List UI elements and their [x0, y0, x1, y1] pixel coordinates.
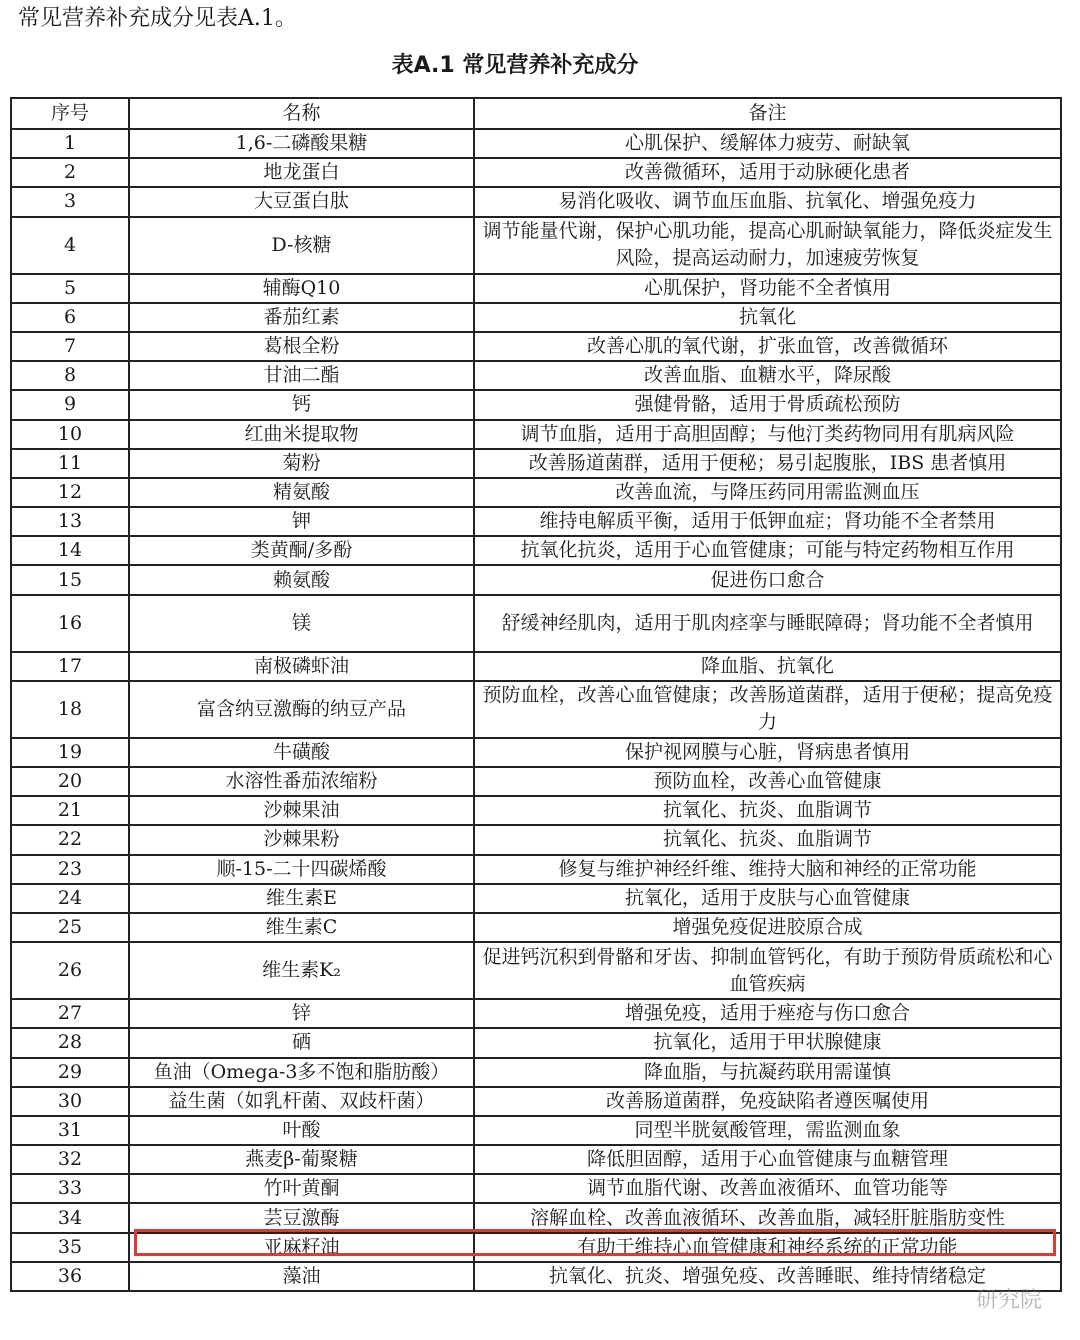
watermark: 研究院: [975, 1288, 1042, 1313]
cell-name: 硒: [129, 1028, 474, 1057]
header-index: 序号: [11, 98, 129, 129]
cell-index: 23: [11, 855, 129, 884]
cell-note: 修复与维护神经纤维、维持大脑和神经的正常功能: [474, 855, 1061, 884]
cell-note: 改善血脂、血糖水平，降尿酸: [474, 361, 1061, 390]
cell-note: 抗氧化，适用于皮肤与心血管健康: [474, 884, 1061, 913]
table-row: [11, 1174, 1061, 1203]
table-row: [11, 796, 1061, 825]
cell-index: 10: [11, 420, 129, 449]
table-row: [11, 1145, 1061, 1174]
table-row: [11, 1203, 1061, 1232]
cell-index: 35: [11, 1233, 129, 1262]
cell-name: 大豆蛋白肽: [129, 187, 474, 216]
cell-name: 竹叶黄酮: [129, 1174, 474, 1203]
cell-note: 改善肠道菌群，免疫缺陷者遵医嘱使用: [474, 1087, 1061, 1116]
table-row: [11, 536, 1061, 565]
cell-name: 芸豆激酶: [129, 1203, 474, 1232]
table-row: [11, 217, 1061, 274]
table-header-row: [11, 98, 1061, 129]
cell-index: 27: [11, 999, 129, 1028]
cell-note: 预防血栓，改善心血管健康；改善肠道菌群，适用于便秘；提高免疫力: [474, 681, 1061, 738]
cell-note: 抗氧化，适用于甲状腺健康: [474, 1028, 1061, 1057]
table-row: [11, 129, 1061, 158]
cell-note: 心肌保护、缓解体力疲劳、耐缺氧: [474, 129, 1061, 158]
cell-name: 葛根全粉: [129, 332, 474, 361]
cell-name: 维生素C: [129, 913, 474, 942]
table-row: [11, 274, 1061, 303]
nutrient-table: [10, 97, 1062, 1292]
cell-index: 8: [11, 361, 129, 390]
cell-index: 25: [11, 913, 129, 942]
cell-index: 5: [11, 274, 129, 303]
table-caption: 表A.1 常见营养补充成分: [391, 53, 639, 78]
table-row: [11, 1116, 1061, 1145]
cell-name: 辅酶Q10: [129, 274, 474, 303]
table-row: [11, 681, 1061, 738]
cell-name: 顺-15-二十四碳烯酸: [129, 855, 474, 884]
cell-note: 调节能量代谢，保护心肌功能，提高心肌耐缺氧能力，降低炎症发生风险，提高运动耐力，加速疲劳恢复: [474, 217, 1061, 274]
cell-name: 富含纳豆激酶的纳豆产品: [129, 681, 474, 738]
cell-name: 亚麻籽油: [129, 1233, 474, 1262]
cell-name: 鱼油（Omega-3多不饱和脂肪酸）: [129, 1058, 474, 1087]
table-row: [11, 361, 1061, 390]
cell-name: 1,6-二磷酸果糖: [129, 129, 474, 158]
table-row: [11, 1233, 1061, 1262]
cell-index: 2: [11, 158, 129, 187]
cell-index: 31: [11, 1116, 129, 1145]
cell-note: 降血脂，与抗凝药联用需谨慎: [474, 1058, 1061, 1087]
cell-index: 20: [11, 767, 129, 796]
cell-note: 抗氧化: [474, 303, 1061, 332]
table-row: [11, 652, 1061, 681]
cell-name: 叶酸: [129, 1116, 474, 1145]
cell-index: 22: [11, 825, 129, 854]
cell-note: 降低胆固醇，适用于心血管健康与血糖管理: [474, 1145, 1061, 1174]
cell-index: 11: [11, 449, 129, 478]
cell-name: 藻油: [129, 1262, 474, 1291]
table-row: [11, 767, 1061, 796]
cell-name: 番茄红素: [129, 303, 474, 332]
cell-note: 改善血流，与降压药同用需监测血压: [474, 478, 1061, 507]
cell-name: 燕麦β-葡聚糖: [129, 1145, 474, 1174]
cell-name: 菊粉: [129, 449, 474, 478]
cell-index: 33: [11, 1174, 129, 1203]
cell-note: 促进伤口愈合: [474, 565, 1061, 594]
table-row: [11, 855, 1061, 884]
cell-note: 维持电解质平衡，适用于低钾血症；肾功能不全者禁用: [474, 507, 1061, 536]
cell-note: 改善心肌的氧代谢，扩张血管，改善微循环: [474, 332, 1061, 361]
cell-index: 26: [11, 942, 129, 999]
table-row: [11, 187, 1061, 216]
cell-name: 沙棘果油: [129, 796, 474, 825]
table-row: [11, 565, 1061, 594]
header-name: 名称: [129, 98, 474, 129]
cell-name: 维生素E: [129, 884, 474, 913]
header-note: 备注: [474, 98, 1061, 129]
cell-name: 南极磷虾油: [129, 652, 474, 681]
cell-index: 12: [11, 478, 129, 507]
table-row: [11, 158, 1061, 187]
cell-name: 红曲米提取物: [129, 420, 474, 449]
cell-name: 牛磺酸: [129, 738, 474, 767]
cell-index: 15: [11, 565, 129, 594]
cell-note: 改善肠道菌群，适用于便秘；易引起腹胀，IBS 患者慎用: [474, 449, 1061, 478]
cell-index: 32: [11, 1145, 129, 1174]
cell-note: 舒缓神经肌肉，适用于肌肉痉挛与睡眠障碍；肾功能不全者慎用: [474, 595, 1061, 652]
cell-note: 溶解血栓、改善血液循环、改善血脂，减轻肝脏脂肪变性: [474, 1203, 1061, 1232]
cell-note: 抗氧化、抗炎、血脂调节: [474, 825, 1061, 854]
cell-index: 24: [11, 884, 129, 913]
cell-index: 1: [11, 129, 129, 158]
cell-index: 13: [11, 507, 129, 536]
cell-name: 甘油二酯: [129, 361, 474, 390]
cell-note: 抗氧化抗炎，适用于心血管健康；可能与特定药物相互作用: [474, 536, 1061, 565]
cell-index: 14: [11, 536, 129, 565]
table-row: [11, 884, 1061, 913]
cell-name: D-核糖: [129, 217, 474, 274]
cell-index: 6: [11, 303, 129, 332]
cell-index: 30: [11, 1087, 129, 1116]
cell-note: 降血脂、抗氧化: [474, 652, 1061, 681]
cell-index: 21: [11, 796, 129, 825]
cell-index: 16: [11, 595, 129, 652]
cell-index: 17: [11, 652, 129, 681]
table-row: [11, 913, 1061, 942]
table-row: [11, 332, 1061, 361]
table-row: [11, 1087, 1061, 1116]
cell-index: 3: [11, 187, 129, 216]
cell-note: 促进钙沉积到骨骼和牙齿、抑制血管钙化，有助于预防骨质疏松和心血管疾病: [474, 942, 1061, 999]
cell-index: 4: [11, 217, 129, 274]
cell-note: 预防血栓，改善心血管健康: [474, 767, 1061, 796]
cell-index: 36: [11, 1262, 129, 1291]
cell-name: 沙棘果粉: [129, 825, 474, 854]
cell-name: 锌: [129, 999, 474, 1028]
cell-name: 维生素K₂: [129, 942, 474, 999]
cell-note: 增强免疫促进胶原合成: [474, 913, 1061, 942]
table-row: [11, 449, 1061, 478]
cell-note: 易消化吸收、调节血压血脂、抗氧化、增强免疫力: [474, 187, 1061, 216]
cell-note: 调节血脂，适用于高胆固醇；与他汀类药物同用有肌病风险: [474, 420, 1061, 449]
table-row: [11, 390, 1061, 419]
table-row: [11, 738, 1061, 767]
table-row: [11, 999, 1061, 1028]
cell-name: 镁: [129, 595, 474, 652]
cell-name: 水溶性番茄浓缩粉: [129, 767, 474, 796]
table-row: [11, 303, 1061, 332]
cell-note: 增强免疫，适用于痤疮与伤口愈合: [474, 999, 1061, 1028]
cell-name: 益生菌（如乳杆菌、双歧杆菌）: [129, 1087, 474, 1116]
table-row: [11, 1058, 1061, 1087]
table-row: [11, 1028, 1061, 1057]
cell-note: 抗氧化、抗炎、血脂调节: [474, 796, 1061, 825]
cell-index: 34: [11, 1203, 129, 1232]
cell-note: 调节血脂代谢、改善血液循环、血管功能等: [474, 1174, 1061, 1203]
table-row: [11, 595, 1061, 652]
table-row: [11, 507, 1061, 536]
table-row: [11, 420, 1061, 449]
cell-name: 钾: [129, 507, 474, 536]
cell-note: 强健骨骼，适用于骨质疏松预防: [474, 390, 1061, 419]
cell-index: 29: [11, 1058, 129, 1087]
table-row: [11, 1262, 1061, 1291]
cell-name: 地龙蛋白: [129, 158, 474, 187]
table-row: [11, 478, 1061, 507]
cell-index: 7: [11, 332, 129, 361]
cell-note: 改善微循环，适用于动脉硬化患者: [474, 158, 1061, 187]
cell-note: 有助于维持心血管健康和神经系统的正常功能: [474, 1233, 1061, 1262]
cell-name: 精氨酸: [129, 478, 474, 507]
cell-note: 同型半胱氨酸管理，需监测血象: [474, 1116, 1061, 1145]
cell-index: 28: [11, 1028, 129, 1057]
cell-name: 赖氨酸: [129, 565, 474, 594]
cell-name: 钙: [129, 390, 474, 419]
table-row: [11, 825, 1061, 854]
table-row: [11, 942, 1061, 999]
cell-index: 18: [11, 681, 129, 738]
cell-note: 心肌保护，肾功能不全者慎用: [474, 274, 1061, 303]
cell-name: 类黄酮/多酚: [129, 536, 474, 565]
cell-note: 保护视网膜与心脏，肾病患者慎用: [474, 738, 1061, 767]
cell-index: 9: [11, 390, 129, 419]
cell-index: 19: [11, 738, 129, 767]
intro-text: 常见营养补充成分见表A.1。: [18, 6, 297, 31]
cell-note: 抗氧化、抗炎、增强免疫、改善睡眠、维持情绪稳定: [474, 1262, 1061, 1291]
